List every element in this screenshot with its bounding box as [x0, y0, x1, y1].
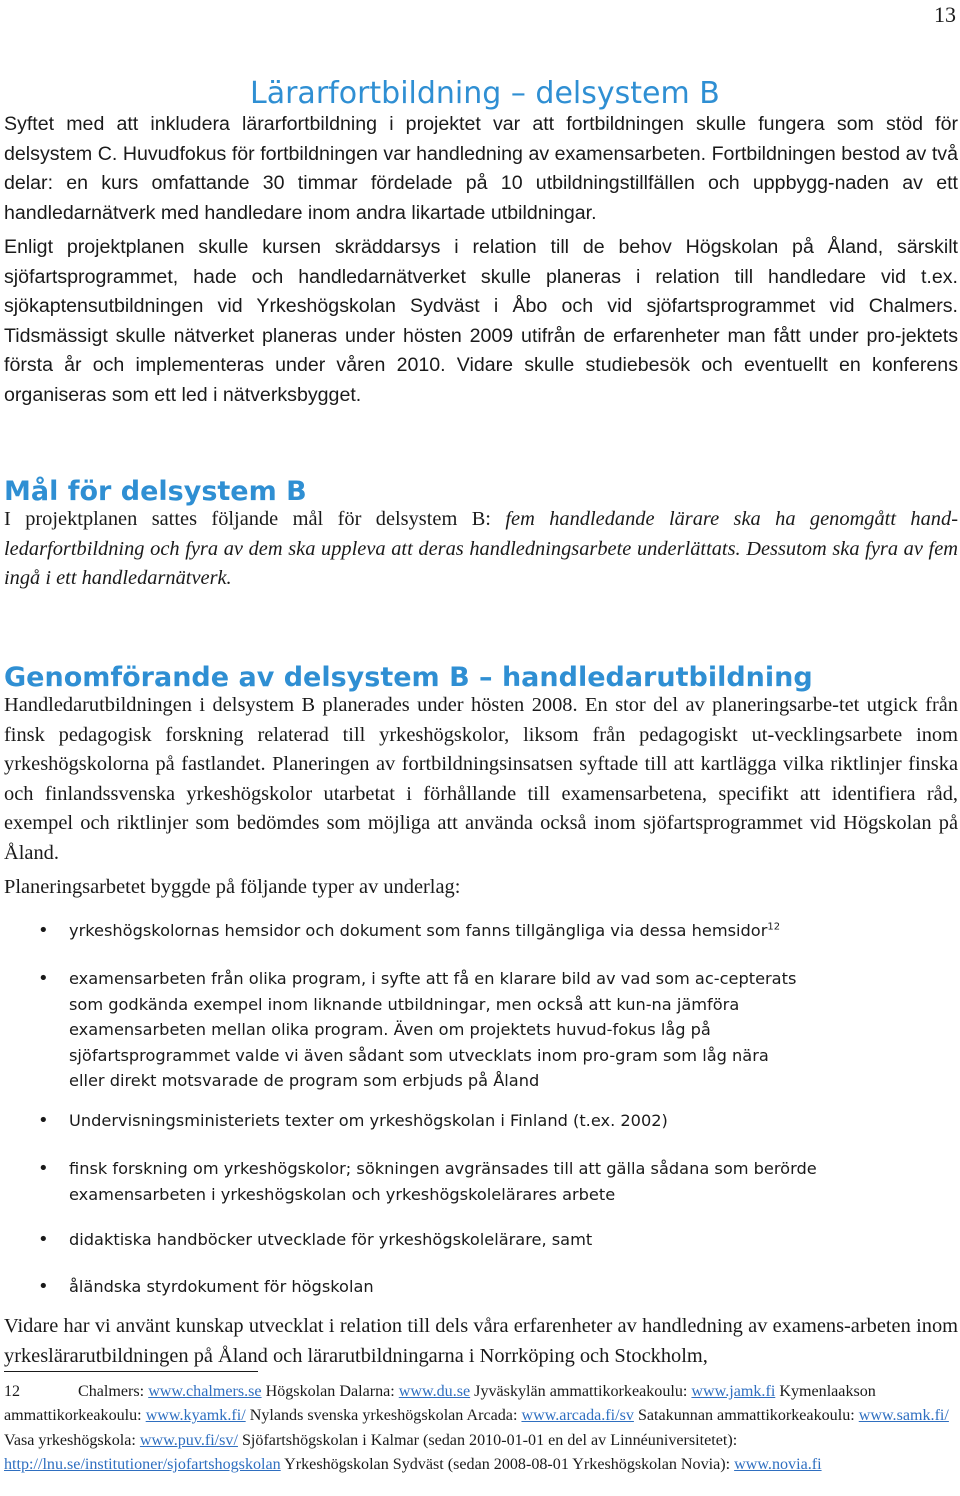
list-item: • finsk forskning om yrkeshögskolor; sökningen avgränsades till att gälla sådana som berörde examensarbeten i yrkeshögskolan och yrkeshögskolelärares arbete	[38, 1156, 869, 1207]
mal-goal-text: fem handledande lärare ska ha genomgått hand-ledarfortbildning och fyra av dem ska uppleva att deras handledningsarbete underlättats. Dessutom ska fyra av fem ingå i ett handledarnätverk.	[4, 508, 958, 589]
link-kyamk[interactable]: www.kyamk.fi/	[145, 1407, 246, 1425]
footnote-divider	[4, 1371, 258, 1372]
footnote-number: 12	[4, 1383, 21, 1400]
link-arcada[interactable]: www.arcada.fi/sv	[521, 1407, 634, 1425]
link-jamk[interactable]: www.jamk.fi	[691, 1383, 776, 1400]
paragraph-projektplanen: Enligt projektplanen skulle kursen skräddarsys i relation till de behov Högskolan på Åland, särskilt sjöfartsprogrammet, hade och handledarnätverket skulle planeras i relation till handledare vid t.ex. sjökaptensutbildningen vid Yrkeshögskolan Sydväst i Åbo och vid sjöfartsprogrammet vid Chalmers. Tidsmässigt skulle nätverket planeras under hösten 2009 utifrån de erfarenheter man fått under pro-jektets första år och implementeras under våren 2010. Vidare skulle studiebesök och eventuellt en konferens organiseras som ett led i nätverksbygget.	[4, 236, 958, 406]
paragraph-handledarutbildningen: Handledarutbildningen i delsystem B planerades under hösten 2008. En stor del av planeringsarbe-tet utgick från finsk pedagogisk forskning relaterad till yrkeshögskolor, liksom från pedagogiskt ut-vecklingsarbete inom yrkeshögskolorna på fastlandet. Planeringen av fortbildningsinsatsen syftade till att kartlägga vilka riktlinjer finska och finlandssvenska yrkeshögskolor utarbetat i förhållande till examensarbetena, specifikt att identifiera råd, exempel och riktlinjer som bedömdes som möjliga att använda också inom sjöfartsprogrammet vid Högskolan på Åland.	[4, 694, 958, 864]
paragraph-syfte: Syftet med att inkludera lärarfortbildning i projektet var att fortbildningen skulle fungera som stöd för delsystem C. Huvudfokus för fortbildningen var handledning av examensarbeten. Fortbildningen bestod av två delar: en kurs omfattande 30 timmar fördelade på 10 utbildningstillfällen och uppbygg-naden av ett handledarnätverk med handledare inom andra likartade utbildningar.	[4, 113, 958, 224]
list-item: • åländska styrdokument för högskolan	[38, 1274, 869, 1300]
list-item: • didaktiska handböcker utvecklade för yrkeshögskolelärare, samt	[38, 1227, 869, 1253]
paragraph-vidare: Vidare har vi använt kunskap utvecklat i relation till dels våra erfarenheter av handledning av examens-arbeten inom yrkeslärarutbildningen på Åland och lärarutbildningarna i Norrköping och Stockholm,	[4, 1315, 958, 1367]
page-number: 13	[934, 2, 956, 27]
footnote-12: 12 Chalmers: www.chalmers.se Högskolan Dalarna: www.du.se Jyväskylän ammattikorkeakoulu: www.jamk.fi Kymenlaakson ammattikorkeakoulu: www.kyamk.fi/ Nylands svenska yrkeshögskolan Arcada: www.arcada.fi/sv Satakunnan ammattikorkeakoulu: www.samk.fi/ Vasa yrkeshögskola: www.puv.fi/sv/ Sjöfartshögskolan i Kalmar (sedan 2010-01-01 en del av Linnéuniversitetet): http://lnu.se/institutioner/sjofartshogskolan Yrkeshögskolan Sydväst (sedan 2008-08-01 Yrkeshögskolan Novia): www.novia.fi	[4, 1380, 958, 1478]
list-item: • Undervisningsministeriets texter om yrkeshögskolan i Finland (t.ex. 2002)	[38, 1108, 869, 1134]
link-du[interactable]: www.du.se	[398, 1383, 471, 1400]
link-lnu[interactable]: http://lnu.se/institutioner/sjofartshogskolan	[4, 1456, 281, 1474]
section-heading-genomforande: Genomförande av delsystem B – handledarutbildning	[4, 662, 813, 694]
link-chalmers[interactable]: www.chalmers.se	[148, 1383, 262, 1400]
paragraph-planeringsarbetet: Planeringsarbetet byggde på följande typer av underlag:	[4, 876, 461, 898]
list-item: • yrkeshögskolornas hemsidor och dokument som fanns tillgängliga via dessa hemsidor$^{12}$	[38, 918, 869, 944]
mal-lead-text: I projektplanen sattes följande mål för delsystem B:	[4, 508, 506, 530]
footnote-ref[interactable]: 12	[767, 921, 781, 933]
section-heading-lararfortbildning: Lärarfortbildning – delsystem B	[250, 76, 720, 112]
link-novia[interactable]: www.novia.fi	[734, 1456, 822, 1474]
list-item: • examensarbeten från olika program, i syfte att få en klarare bild av vad som ac-cepterats som godkända exempel inom liknande utbildningar, men också att kun-na jämföra examensarbeten mellan olika program. Även om projektets huvud-fokus låg på sjöfartsprogrammet valde vi även sådant som utvecklats inom pro-gram som låg nära eller direkt motsvarade de program som erbjuds på Åland	[38, 966, 809, 1094]
paragraph-mal	[4, 505, 958, 594]
section-heading-mal: Mål för delsystem B	[4, 476, 307, 508]
link-samk[interactable]: www.samk.fi/	[858, 1407, 949, 1425]
link-puv[interactable]: www.puv.fi/sv/	[139, 1431, 238, 1449]
